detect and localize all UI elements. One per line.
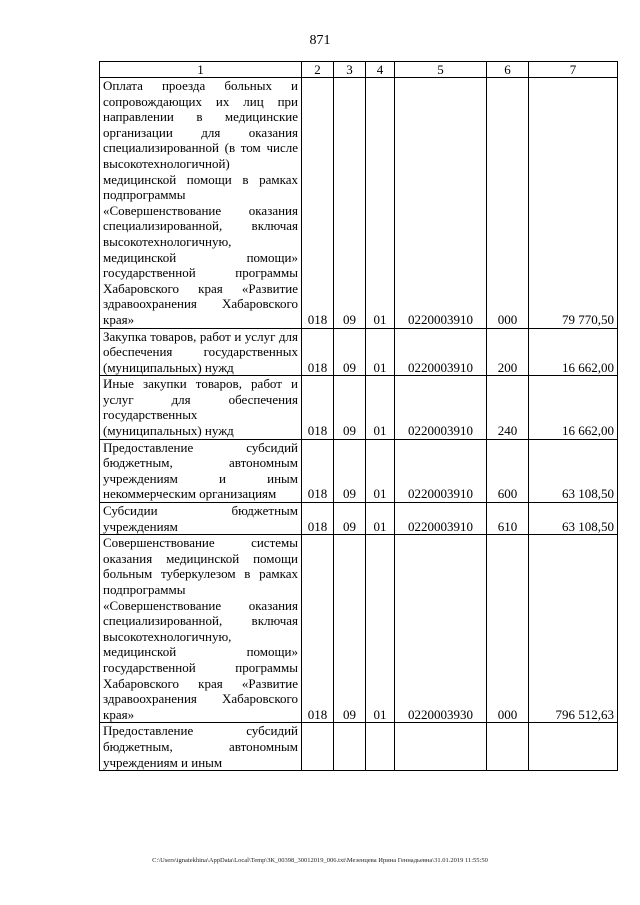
expense-name: Предоставление субсидий бюджетным, автономным учреждениям и иным некоммерческим организациям <box>100 439 302 502</box>
amount: 63 108,50 <box>529 439 618 502</box>
ministry-code <box>302 723 334 771</box>
header-row <box>100 62 618 78</box>
section-code: 09 <box>334 78 366 329</box>
ministry-code: 018 <box>302 535 334 723</box>
target-article-code: 0220003930 <box>395 535 487 723</box>
subsection-code <box>366 723 395 771</box>
budget-table <box>99 61 618 771</box>
subsection-code: 01 <box>366 328 395 376</box>
table-row <box>100 503 618 535</box>
header-cell: 3 <box>334 62 366 78</box>
expense-name: Закупка товаров, работ и услуг для обеспечения государственных (муниципальных) нужд <box>100 328 302 376</box>
section-code <box>334 723 366 771</box>
ministry-code: 018 <box>302 78 334 329</box>
section-code: 09 <box>334 328 366 376</box>
target-article-code: 0220003910 <box>395 376 487 439</box>
expense-name: Совершенствование системы оказания медицинской помощи больным туберкулезом в рамках подпрограммы «Совершенствование оказания специализированной, включая высокотехнологичную, медицинской помощи» государственной программы Хабаровского края «Развитие здравоохранения Хабаровского края» <box>100 535 302 723</box>
target-article-code: 0220003910 <box>395 503 487 535</box>
amount: 79 770,50 <box>529 78 618 329</box>
expense-type-code <box>487 723 529 771</box>
section-code: 09 <box>334 535 366 723</box>
header-cell: 4 <box>366 62 395 78</box>
target-article-code <box>395 723 487 771</box>
table-row <box>100 78 618 329</box>
header-cell: 6 <box>487 62 529 78</box>
amount: 796 512,63 <box>529 535 618 723</box>
header-cell: 7 <box>529 62 618 78</box>
header-cell: 2 <box>302 62 334 78</box>
amount: 16 662,00 <box>529 328 618 376</box>
section-code: 09 <box>334 376 366 439</box>
table-row <box>100 439 618 502</box>
subsection-code: 01 <box>366 535 395 723</box>
expense-name: Оплата проезда больных и сопровождающих их лиц при направлении в медицинские организации для оказания специализированной (в том числе высокотехнологичной) медицинской помощи в рамках подпрограммы «Совершенствование оказания специализированной, включая высокотехнологичную, медицинской помощи» государственной программы Хабаровского края «Развитие здравоохранения Хабаровского края» <box>100 78 302 329</box>
subsection-code: 01 <box>366 376 395 439</box>
expense-name: Субсидии бюджетным учреждениям <box>100 503 302 535</box>
target-article-code: 0220003910 <box>395 439 487 502</box>
expense-name: Иные закупки товаров, работ и услуг для обеспечения государственных (муниципальных) нужд <box>100 376 302 439</box>
target-article-code: 0220003910 <box>395 78 487 329</box>
amount: 63 108,50 <box>529 503 618 535</box>
expense-type-code: 000 <box>487 78 529 329</box>
subsection-code: 01 <box>366 503 395 535</box>
subsection-code: 01 <box>366 439 395 502</box>
ministry-code: 018 <box>302 328 334 376</box>
amount: 16 662,00 <box>529 376 618 439</box>
expense-type-code: 240 <box>487 376 529 439</box>
ministry-code: 018 <box>302 376 334 439</box>
expense-name: Предоставление субсидий бюджетным, автономным учреждениям и иным <box>100 723 302 771</box>
section-code: 09 <box>334 439 366 502</box>
header-cell: 1 <box>100 62 302 78</box>
table-row <box>100 328 618 376</box>
ministry-code: 018 <box>302 503 334 535</box>
ministry-code: 018 <box>302 439 334 502</box>
header-cell: 5 <box>395 62 487 78</box>
target-article-code: 0220003910 <box>395 328 487 376</box>
file-path-footer: C:\Users\ignatekhina\AppData\Local\Temp\ЗК_00398_30012019_006.txt\Мезенцева Ирина Геннадьевна\31.01.2019 11:55:50 <box>152 857 488 864</box>
expense-type-code: 000 <box>487 535 529 723</box>
section-code: 09 <box>334 503 366 535</box>
table-row <box>100 535 618 723</box>
expense-type-code: 600 <box>487 439 529 502</box>
amount <box>529 723 618 771</box>
table-row <box>100 376 618 439</box>
expense-type-code: 610 <box>487 503 529 535</box>
expense-type-code: 200 <box>487 328 529 376</box>
subsection-code: 01 <box>366 78 395 329</box>
page-number: 871 <box>309 33 331 48</box>
table-row <box>100 723 618 771</box>
